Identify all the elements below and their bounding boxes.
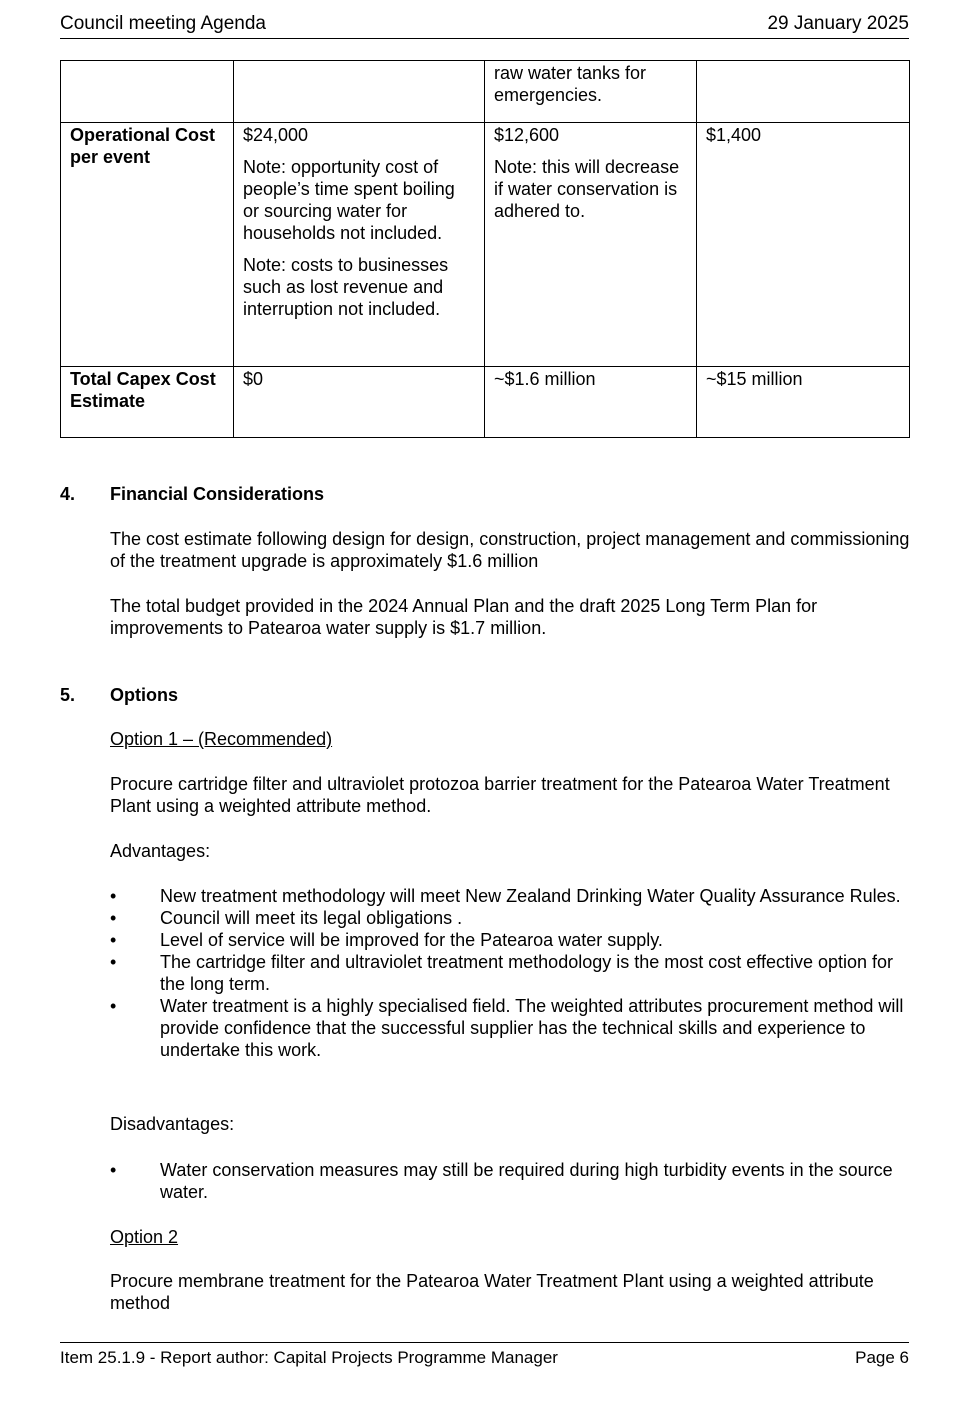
table-cell bbox=[697, 367, 910, 438]
bullet-icon: • bbox=[110, 930, 117, 950]
table-cell bbox=[234, 61, 485, 123]
page-footer bbox=[60, 1342, 909, 1369]
table-cell bbox=[485, 367, 697, 438]
advantages-label: Advantages: bbox=[110, 841, 211, 861]
section-5-number: 5. bbox=[60, 685, 76, 705]
list-item-text: New treatment methodology will meet New Zealand Drinking Water Quality Assurance Rules. bbox=[160, 886, 901, 906]
row-label-cell bbox=[61, 367, 234, 438]
cell-value: $0 bbox=[243, 369, 264, 389]
table-cell bbox=[485, 123, 697, 367]
option-1-heading: Option 1 – (Recommended) bbox=[110, 729, 333, 749]
list-item-text: Water conservation measures may still be required during high turbidity events in the source water. bbox=[160, 1160, 893, 1202]
cell-text: raw water tanks for emergencies. bbox=[494, 63, 647, 105]
bullet-icon: • bbox=[110, 908, 117, 928]
list-item bbox=[110, 951, 910, 995]
cell-note: Note: costs to businesses such as lost revenue and interruption not included. bbox=[243, 255, 449, 319]
cell-value: $12,600 bbox=[494, 125, 560, 145]
footer-page-number: Page 6 bbox=[855, 1348, 909, 1367]
bullet-icon: • bbox=[110, 996, 117, 1016]
cost-comparison-table bbox=[60, 60, 910, 438]
cell-value: $24,000 bbox=[243, 125, 309, 145]
list-item-text: Level of service will be improved for the Patearoa water supply. bbox=[160, 930, 663, 950]
cell-value: ~$1.6 million bbox=[494, 369, 596, 389]
table-cell bbox=[234, 367, 485, 438]
section-4-number: 4. bbox=[60, 484, 76, 504]
list-item bbox=[110, 885, 910, 907]
list-item-text: The cartridge filter and ultraviolet treatment methodology is the most cost effective option for the long term. bbox=[160, 952, 894, 994]
table-cell bbox=[234, 123, 485, 367]
bullet-icon: • bbox=[110, 952, 117, 972]
table-cell bbox=[697, 61, 910, 123]
list-item bbox=[110, 929, 910, 951]
table-row bbox=[61, 123, 910, 367]
list-item bbox=[110, 1159, 910, 1203]
list-item-text: Water treatment is a highly specialised field. The weighted attributes procurement method will provide confidence that the successful supplier has the technical skills and experience to undertake this work. bbox=[160, 996, 904, 1060]
section-4-paragraph-1: The cost estimate following design for design, construction, project management and commissioning of the treatment upgrade is approximately $1.6 million bbox=[110, 529, 910, 571]
header-date: 29 January 2025 bbox=[767, 13, 909, 34]
table-row bbox=[61, 61, 910, 123]
table-cell bbox=[485, 61, 697, 123]
advantages-list bbox=[110, 885, 910, 1061]
row-label: Operational Cost per event bbox=[70, 125, 216, 167]
section-4-title: Financial Considerations bbox=[110, 484, 325, 504]
cell-note: Note: opportunity cost of people’s time spent boiling or sourcing water for households not included. bbox=[243, 157, 455, 243]
option-2-description: Procure membrane treatment for the Patearoa Water Treatment Plant using a weighted attribute method bbox=[110, 1271, 874, 1313]
option-1-description: Procure cartridge filter and ultraviolet protozoa barrier treatment for the Patearoa Water Treatment Plant using a weighted attribute method. bbox=[110, 774, 890, 816]
row-label-cell bbox=[61, 61, 234, 123]
cell-value: $1,400 bbox=[706, 125, 762, 145]
page-header bbox=[60, 12, 909, 39]
list-item bbox=[110, 995, 910, 1061]
section-4-paragraph-2: The total budget provided in the 2024 Annual Plan and the draft 2025 Long Term Plan for improvements to Patearoa water supply is $1.7 million. bbox=[110, 596, 818, 638]
section-5-title: Options bbox=[110, 685, 178, 705]
bullet-icon: • bbox=[110, 886, 117, 906]
table-row bbox=[61, 367, 910, 438]
disadvantages-label: Disadvantages: bbox=[110, 1114, 235, 1134]
list-item-text: Council will meet its legal obligations . bbox=[160, 908, 463, 928]
row-label: Total Capex Cost Estimate bbox=[70, 369, 216, 411]
option-2-heading: Option 2 bbox=[110, 1227, 179, 1247]
header-title: Council meeting Agenda bbox=[60, 13, 266, 34]
footer-item: Item 25.1.9 - Report author: Capital Projects Programme Manager bbox=[60, 1348, 558, 1367]
disadvantages-list bbox=[110, 1159, 910, 1203]
bullet-icon: • bbox=[110, 1160, 117, 1180]
row-label-cell bbox=[61, 123, 234, 367]
list-item bbox=[110, 907, 910, 929]
cell-note: Note: this will decrease if water conservation is adhered to. bbox=[494, 157, 680, 221]
table-cell bbox=[697, 123, 910, 367]
cell-value: ~$15 million bbox=[706, 369, 803, 389]
